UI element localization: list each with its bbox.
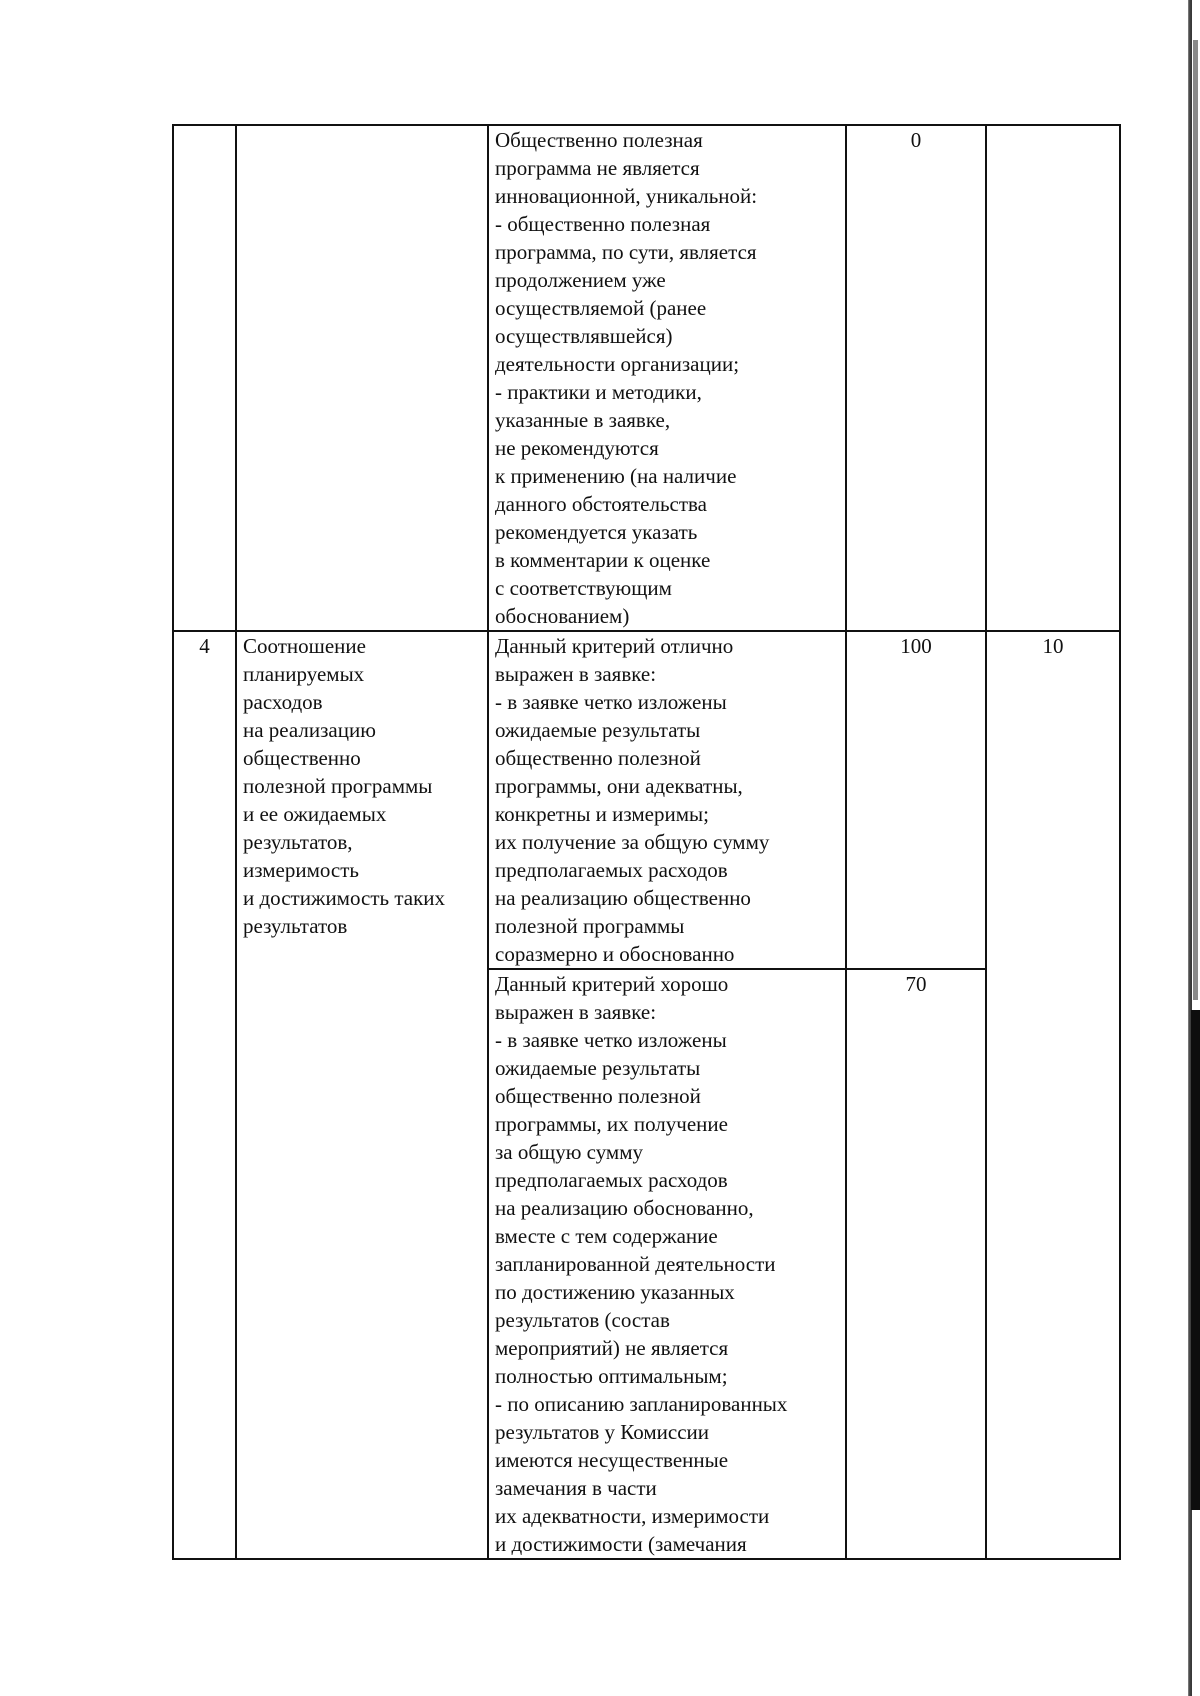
row-number-cell: [173, 125, 236, 631]
scan-edge-dark-band: [1191, 1010, 1200, 1510]
row-number-cell: 4: [173, 631, 236, 1559]
criterion-cell: [236, 125, 488, 631]
criteria-table: [172, 124, 1121, 1560]
score-cell: 0: [846, 125, 986, 631]
description-cell: Данный критерий хорошо выражен в заявке: - в заявке четко изложены ожидаемые результаты общественно полезной программы, их получение за общую сумму предполагаемых расходов на реализацию обоснованно, вместе с тем содержание запланированной деятельности по достижению указанных результатов (состав мероприятий) не является полностью оптимальным; - по описанию запланированных результатов у Комиссии имеются несущественные замечания в части их адекватности, измеримости и достижимости (замечания: [488, 969, 846, 1559]
table-row: [173, 125, 1120, 631]
scan-edge-shadow: [1193, 40, 1198, 1000]
criterion-cell: Соотношение планируемых расходов на реализацию общественно полезной программы и ее ожидаемых результатов, измеримость и достижимость таких результатов: [236, 631, 488, 1559]
weight-cell: [986, 125, 1120, 631]
weight-cell: 10: [986, 631, 1120, 1559]
score-cell: 100: [846, 631, 986, 969]
score-cell: 70: [846, 969, 986, 1559]
table-row: [173, 631, 1120, 969]
description-cell: Данный критерий отлично выражен в заявке: - в заявке четко изложены ожидаемые результаты общественно полезной программы, они адекватны, конкретны и измеримы; их получение за общую сумму предполагаемых расходов на реализацию общественно полезной программы соразмерно и обоснованно: [488, 631, 846, 969]
description-cell: Общественно полезная программа не является инновационной, уникальной: - общественно полезная программа, по сути, является продолжением уже осуществляемой (ранее осуществлявшейся) деятельности организации; - практики и методики, указанные в заявке, не рекомендуются к применению (на наличие данного обстоятельства рекомендуется указать в комментарии к оценке с соответствующим обоснованием): [488, 125, 846, 631]
